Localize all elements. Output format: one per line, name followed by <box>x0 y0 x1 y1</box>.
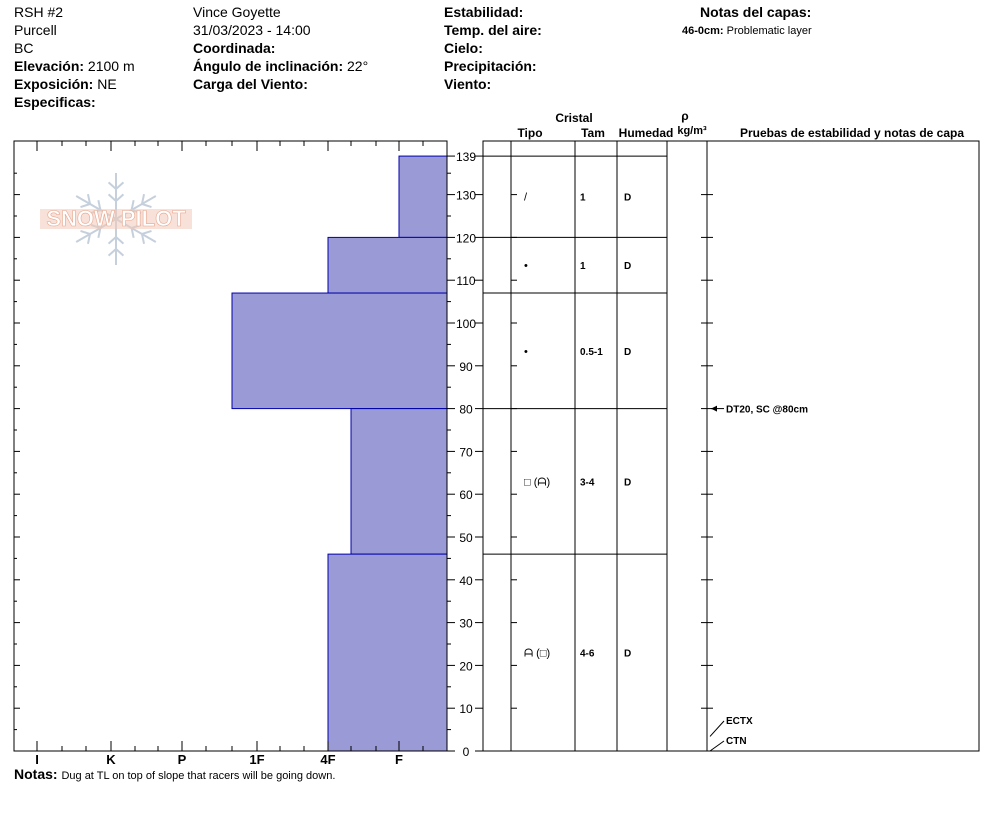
precip-label: Precipitación: <box>444 58 537 74</box>
y-tick-label: 10 <box>459 702 473 717</box>
flake-branch <box>109 182 116 189</box>
state-name: BC <box>14 40 34 56</box>
range-name: Purcell <box>14 22 57 38</box>
slope-value: 22° <box>347 58 369 74</box>
x-tick-label: P <box>177 752 187 767</box>
layer-note-text: Problematic layer <box>726 25 812 37</box>
grain-size: 4-6 <box>580 648 595 660</box>
wind-label: Viento: <box>444 76 492 92</box>
grain-size: 1 <box>580 261 586 273</box>
hardness-bar <box>351 409 447 555</box>
snowpilot-logo <box>40 173 192 265</box>
y-tick-label: 70 <box>459 445 473 460</box>
sky-label: Cielo: <box>444 40 483 56</box>
grain-size: 1 <box>580 192 586 204</box>
y-tick-label: 90 <box>459 359 473 374</box>
header-tests: Pruebas de estabilidad y notas de capa <box>739 126 965 140</box>
y-tick-label: 130 <box>455 188 477 203</box>
grain-type: • <box>524 345 528 358</box>
site-name: RSH #2 <box>14 4 64 20</box>
flake-branch <box>81 231 91 234</box>
x-tick-label: F <box>395 752 403 767</box>
test-arrow-head <box>711 406 717 412</box>
hardness-bars <box>232 156 447 751</box>
observer-name: Vince Goyette <box>193 4 281 20</box>
flake-branch <box>109 237 116 244</box>
y-tick-label: 80 <box>459 402 473 417</box>
aspect-value: NE <box>97 76 117 92</box>
notes-label: Notas: <box>14 766 58 782</box>
layer-notes-title: Notas del capas: <box>700 4 812 20</box>
header-rho: ρ <box>681 109 689 123</box>
test-arrow <box>710 721 724 736</box>
aspect-label: Exposición: <box>14 76 94 92</box>
grain-type: / <box>524 191 528 204</box>
y-tick-label: 40 <box>459 573 473 588</box>
moisture: D <box>624 261 632 273</box>
hardness-bar <box>399 156 447 237</box>
flake-branch <box>116 194 123 201</box>
layer-table <box>483 141 979 751</box>
elevation-label: Elevación: <box>14 58 85 74</box>
stability-label: Estabilidad: <box>444 4 524 20</box>
observation-datetime: 31/03/2023 - 14:00 <box>193 22 311 38</box>
notes-text: Dug at TL on top of slope that racers will be going down. <box>61 770 336 782</box>
y-tick-label: 20 <box>459 659 473 674</box>
flake-branch <box>142 231 152 234</box>
header-tam: Tam <box>581 126 605 140</box>
header-tipo: Tipo <box>517 126 543 140</box>
y-tick-label: 30 <box>459 616 473 631</box>
flake-branch <box>116 237 123 244</box>
moisture: D <box>624 477 632 489</box>
table-frame <box>483 141 979 751</box>
flake-branch <box>116 249 123 256</box>
grain-size: 0.5-1 <box>580 346 603 358</box>
grain-type: □ (ᗩ) <box>524 476 551 489</box>
moisture: D <box>624 648 632 660</box>
header-humedad: Humedad <box>618 126 674 140</box>
layer-note-range: 46-0cm: <box>682 25 724 37</box>
moisture: D <box>624 346 632 358</box>
elevation-value: 2100 m <box>87 58 135 74</box>
coord-label: Coordinada: <box>193 40 276 56</box>
slope-label: Ángulo de inclinación: <box>193 58 344 74</box>
x-tick-label: I <box>35 752 39 767</box>
y-tick-label: 100 <box>455 317 477 331</box>
y-tick-label: 120 <box>455 231 477 246</box>
grain-size: 3-4 <box>580 477 595 489</box>
moisture: D <box>624 192 632 204</box>
test-label: CTN <box>726 736 747 747</box>
hardness-bar <box>328 554 447 751</box>
y-tick-label: 50 <box>459 531 473 545</box>
x-tick-label: 1F <box>249 752 265 767</box>
x-tick-label: 4F <box>320 752 336 767</box>
flake-branch <box>116 182 123 189</box>
test-arrow <box>710 741 724 751</box>
y-tick-label: 139 <box>455 150 477 165</box>
flake-branch <box>109 194 116 201</box>
wind-loading-label: Carga del Viento: <box>193 76 308 92</box>
flake-branch <box>109 249 116 256</box>
specifics-label: Especificas: <box>14 94 96 110</box>
y-tick-label: 60 <box>459 488 473 503</box>
hardness-bar <box>232 293 447 409</box>
test-label: ECTX <box>726 716 753 727</box>
air-temp-label: Temp. del aire: <box>444 22 542 38</box>
test-label: DT20, SC @80cm <box>726 404 809 416</box>
grain-type: ᗩ (□) <box>524 647 551 660</box>
y-tick-label: 0 <box>462 745 470 759</box>
x-tick-label: K <box>106 752 116 767</box>
y-tick-label: 110 <box>456 274 476 289</box>
logo-text: SNOW PILOT <box>46 206 186 231</box>
grain-type: • <box>524 260 528 273</box>
hardness-bar <box>328 237 447 293</box>
header-cristal: Cristal <box>555 111 593 125</box>
header-density-unit: kg/m³ <box>677 125 707 137</box>
